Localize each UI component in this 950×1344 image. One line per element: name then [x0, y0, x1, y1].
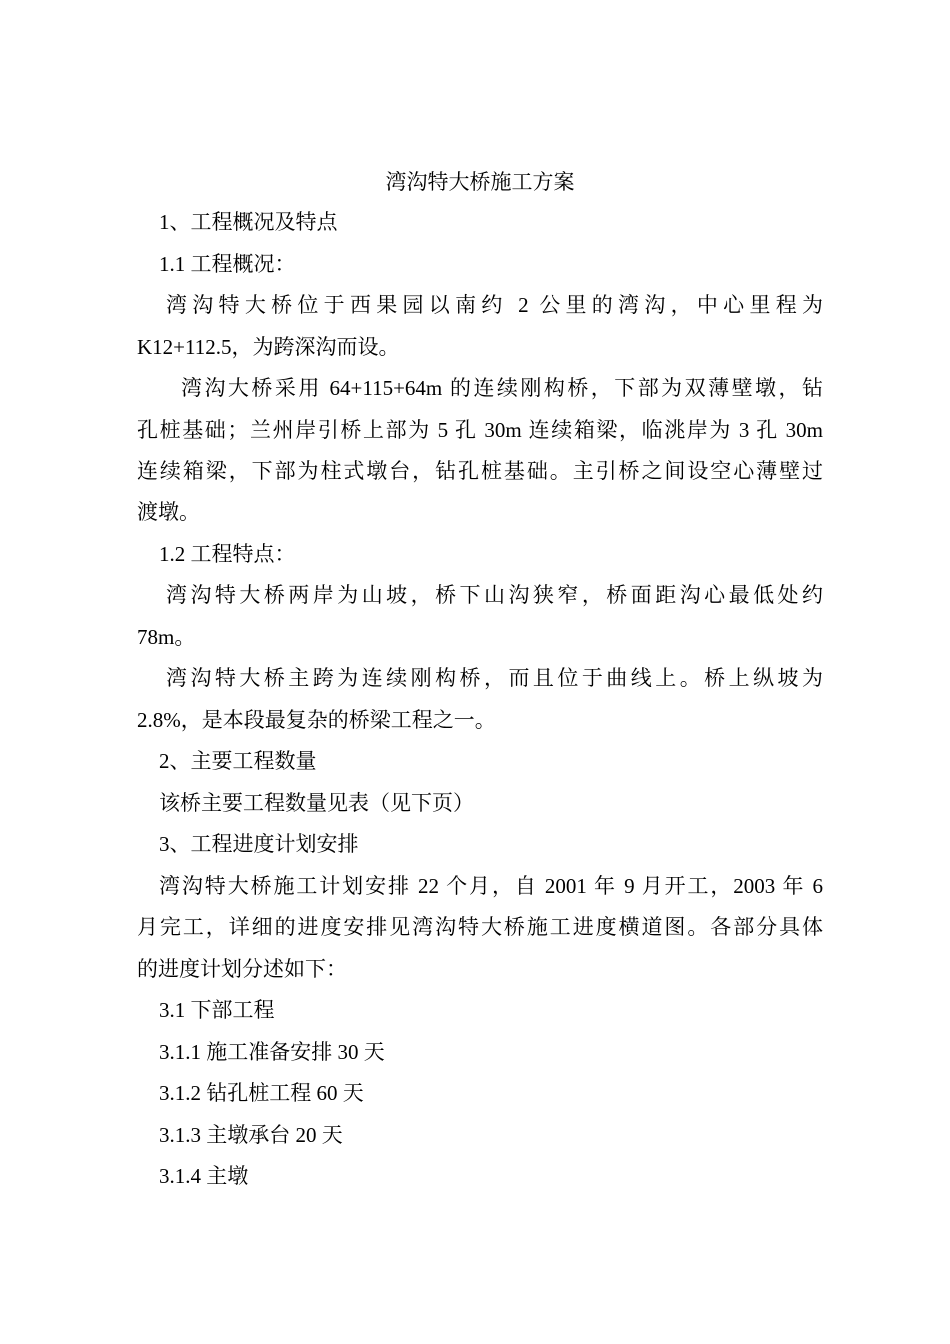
paragraph-line: 湾沟特大桥两岸为山坡，桥下山沟狭窄，桥面距沟心最低处约 [166, 583, 823, 607]
paragraph-line: K12+112.5，为跨深沟而设。 [137, 335, 400, 359]
paragraph-line: 孔桩基础；兰州岸引桥上部为 5 孔 30m 连续箱梁，临洮岸为 3 孔 30m [137, 418, 823, 442]
paragraph-line: 2.8%，是本段最复杂的桥梁工程之一。 [137, 708, 496, 732]
paragraph-line: 该桥主要工程数量见表（见下页） [159, 791, 474, 815]
paragraph-line: 渡墩。 [137, 500, 200, 524]
heading-3-1-4: 3.1.4 主墩 [159, 1164, 249, 1188]
paragraph-line: 月完工，详细的进度安排见湾沟特大桥施工进度横道图。各部分具体 [137, 915, 823, 939]
heading-3-1: 3.1 下部工程 [159, 998, 275, 1022]
paragraph-line: 连续箱梁，下部为柱式墩台，钻孔桩基础。主引桥之间设空心薄壁过 [137, 459, 823, 483]
paragraph-line: 的进度计划分述如下： [137, 957, 347, 981]
heading-1-1: 1.1 工程概况： [159, 252, 296, 276]
heading-1: 1、工程概况及特点 [159, 210, 338, 234]
heading-1-2: 1.2 工程特点： [159, 542, 296, 566]
heading-3: 3、工程进度计划安排 [159, 832, 359, 856]
paragraph-line: 湾沟特大桥施工计划安排 22 个月，自 2001 年 9 月开工，2003 年 6 [159, 874, 823, 898]
document-title: 湾沟特大桥施工方案 [385, 170, 575, 194]
paragraph-line: 78m。 [137, 625, 196, 649]
heading-3-1-2: 3.1.2 钻孔桩工程 60 天 [159, 1081, 364, 1105]
heading-2: 2、主要工程数量 [159, 749, 317, 773]
heading-3-1-3: 3.1.3 主墩承台 20 天 [159, 1123, 343, 1147]
heading-3-1-1: 3.1.1 施工准备安排 30 天 [159, 1040, 385, 1064]
paragraph-line: 湾沟特大桥主跨为连续刚构桥，而且位于曲线上。桥上纵坡为 [166, 666, 823, 690]
paragraph-line: 湾沟特大桥位于西果园以南约 2 公里的湾沟，中心里程为 [166, 293, 823, 317]
paragraph-line: 湾沟大桥采用 64+115+64m 的连续刚构桥，下部为双薄壁墩，钻 [181, 376, 823, 400]
